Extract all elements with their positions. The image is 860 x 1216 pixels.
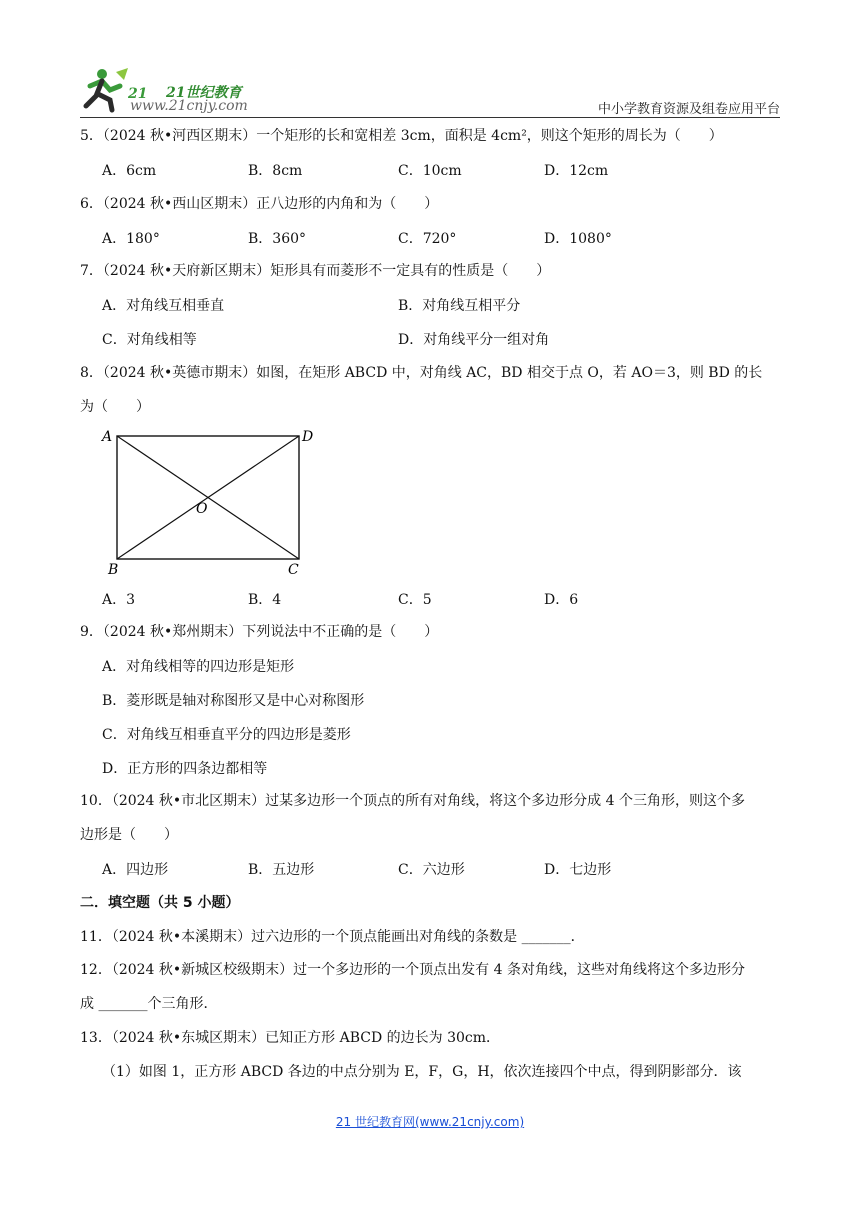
q5-option-a: A．6cm xyxy=(102,163,157,179)
q7-option-d: D．对角线平分一组对角 xyxy=(398,332,550,348)
q9-option-a: A．对角线相等的四边形是矩形 xyxy=(102,659,295,675)
q5-option-c: C．10cm xyxy=(398,163,462,179)
footer-link[interactable]: 21 世纪教育网(www.21cnjy.com) xyxy=(335,1115,525,1129)
question-11: 11．（2024 秋•本溪期末）过六边形的一个顶点能画出对角线的条数是 _______． xyxy=(80,929,585,945)
q6-option-a: A．180° xyxy=(102,231,160,247)
q10-option-a: A．四边形 xyxy=(102,862,169,878)
q5-option-d: D．12cm xyxy=(544,163,609,179)
header-divider xyxy=(80,117,780,118)
page-footer xyxy=(0,1113,860,1130)
q6-option-d: D．1080° xyxy=(544,231,612,247)
question-10-line-2: 边形是（ ） xyxy=(80,827,178,843)
question-8-line-1: 8．（2024 秋•英德市期末）如图，在矩形 ABCD 中，对角线 AC，BD 相交于点 O，若 AO＝3，则 BD 的长 xyxy=(80,365,763,381)
q6-option-c: C．720° xyxy=(398,231,457,247)
question-13-line-1: 13．（2024 秋•东城区期末）已知正方形 ABCD 的边长为 30cm． xyxy=(80,1030,501,1046)
question-5: 5．（2024 秋•河西区期末）一个矩形的长和宽相差 3cm，面积是 4cm²，则这个矩形的周长为（ ） xyxy=(80,128,723,144)
question-12-line-1: 12．（2024 秋•新城区校级期末）过一个多边形的一个顶点出发有 4 条对角线，这些对角线将这个多边形分 xyxy=(80,962,745,978)
rectangle-abcd-figure xyxy=(96,424,316,580)
q9-option-c: C．对角线互相垂直平分的四边形是菱形 xyxy=(102,727,351,743)
svg-text:www.21cnjy.com: www.21cnjy.com xyxy=(130,98,248,114)
question-13-line-2: （1）如图 1，正方形 ABCD 各边的中点分别为 E，F，G，H，依次连接四个中点，得到阴影部分．该 xyxy=(102,1064,742,1080)
svg-text:21世纪教育: 21世纪教育 xyxy=(166,85,242,101)
q6-option-b: B．360° xyxy=(248,231,307,247)
runner-icon xyxy=(86,68,128,110)
q7-option-a: A．对角线互相垂直 xyxy=(102,298,225,314)
page-header xyxy=(80,64,780,116)
site-logo xyxy=(80,64,255,114)
q8-option-c: C．5 xyxy=(398,592,432,608)
q10-option-b: B．五边形 xyxy=(248,862,315,878)
q7-option-c: C．对角线相等 xyxy=(102,332,197,348)
q8-option-d: D．6 xyxy=(544,592,579,608)
label-c: C xyxy=(288,562,299,578)
q8-option-b: B．4 xyxy=(248,592,282,608)
question-6: 6．（2024 秋•西山区期末）正八边形的内角和为（ ） xyxy=(80,196,439,212)
label-a: A xyxy=(102,429,113,445)
q8-option-a: A．3 xyxy=(102,592,136,608)
q9-option-b: B．菱形既是轴对称图形又是中心对称图形 xyxy=(102,693,365,709)
svg-text:21: 21 xyxy=(128,86,148,102)
question-7: 7．（2024 秋•天府新区期末）矩形具有而菱形不一定具有的性质是（ ） xyxy=(80,263,551,279)
question-8-line-2: 为（ ） xyxy=(80,399,150,415)
label-b: B xyxy=(108,562,119,578)
q10-option-c: C．六边形 xyxy=(398,862,465,878)
q9-option-d: D．正方形的四条边都相等 xyxy=(102,761,268,777)
question-9: 9．（2024 秋•郑州期末）下列说法中不正确的是（ ） xyxy=(80,624,439,640)
section-heading-fill-in: 二．填空题（共 5 小题） xyxy=(80,895,240,911)
question-10-line-1: 10．（2024 秋•市北区期末）过某多边形一个顶点的所有对角线，将这个多边形分成 4 个三角形，则这个多 xyxy=(80,793,745,809)
q5-option-b: B．8cm xyxy=(248,163,303,179)
label-o: O xyxy=(196,501,208,517)
label-d: D xyxy=(302,429,314,445)
q7-option-b: B．对角线互相平分 xyxy=(398,298,521,314)
platform-name: 中小学教育资源及组卷应用平台 xyxy=(597,102,780,117)
q10-option-d: D．七边形 xyxy=(544,862,612,878)
question-12-line-2: 成 _______个三角形． xyxy=(80,996,218,1012)
